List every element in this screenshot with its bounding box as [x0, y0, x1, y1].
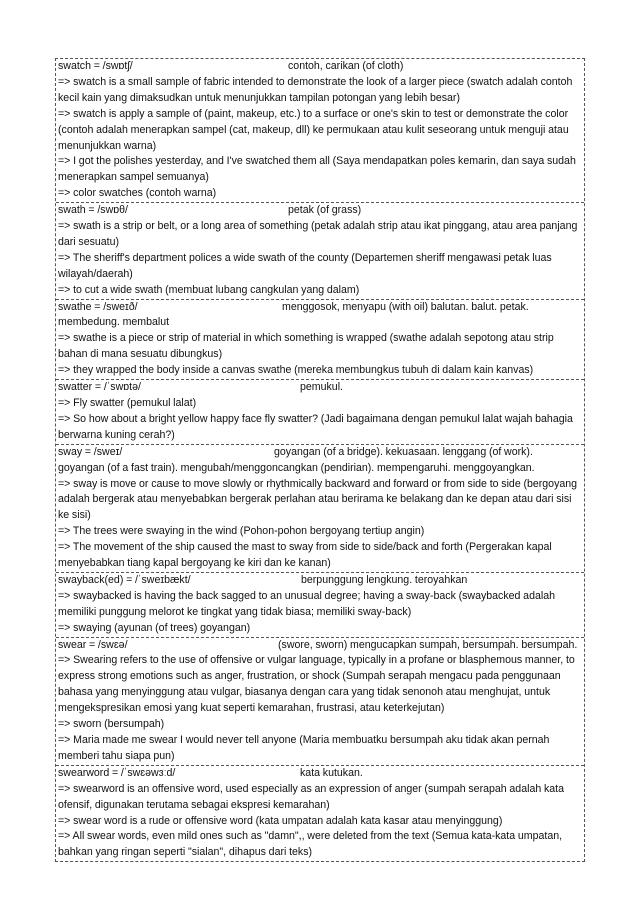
dictionary-entry [56, 300, 584, 381]
definition-line: => swathe is a piece or strip of material in which something is wrapped (swathe adalah sepotong atau strip bahan di mana sesuatu dibungkus) [58, 332, 554, 361]
entry-header [58, 300, 582, 332]
translation: goyangan (of a bridge). kekuasaan. lenggang (of work). goyangan (of a fast train). mengubah/menggoncangkan (pendirian). mempengaruhi. menggoyangkan. [58, 445, 535, 474]
entry-header [58, 766, 582, 782]
example-line: => sworn (bersumpah) [58, 718, 165, 731]
translation: kata kutukan. [300, 766, 363, 779]
example-line: => color swatches (contoh warna) [58, 187, 217, 200]
headword: swayback(ed) = /ˈsweɪbækt/ [58, 573, 191, 586]
headword: swatch = /swɒtʃ/ [58, 60, 133, 72]
translation: petak (of grass) [288, 204, 362, 217]
headword: swearword = /ˈswɛəwɜːd/ [58, 766, 176, 779]
example-line: => I got the polishes yesterday, and I've swatched them all (Saya mendapatkan poles kemarin, dan saya sudah menerapkan sampel semuanya) [58, 155, 576, 184]
entry-header [58, 638, 582, 654]
dictionary-entry [56, 766, 584, 861]
entry-header [58, 573, 582, 589]
entry-header [58, 203, 582, 219]
dictionary-entry [56, 59, 584, 203]
dictionary-entry [56, 380, 584, 445]
dictionary-table [55, 58, 585, 862]
entry-header [58, 59, 582, 75]
definition-line: => swaybacked is having the back sagged to an unusual degree; having a sway-back (swaybacked adalah memiliki punggung melorot ke tingkat yang tidak biasa; memiliki sway-back) [58, 589, 555, 618]
dictionary-entry [56, 203, 584, 299]
example-line: => So how about a bright yellow happy face fly swatter? (Jadi bagaimana dengan pemukul lalat wajah bahagia berwarna kuning cerah?) [58, 412, 573, 441]
entry-header [58, 445, 582, 477]
headword: swatter = /ˈswɒtə/ [58, 381, 141, 394]
example-line: => The trees were swaying in the wind (Pohon-pohon bergoyang tertiup angin) [58, 525, 425, 538]
example-line: => The sheriff's department polices a wide swath of the county (Departemen sheriff mengawasi petak luas wilayah/daerah) [58, 251, 552, 280]
example-line: => Maria made me swear I would never tell anyone (Maria membuatku bersumpah aku tidak akan pernah memberi tahu siapa pun) [58, 734, 550, 762]
example-line: => All swear words, even mild ones such as "damn",, were deleted from the text (Semua kata-kata umpatan, bahkan yang ringan seperti "sialan", dihapus dari teks) [58, 830, 563, 859]
definition-line: => swatch is apply a sample of (paint, makeup, etc.) to a surface or one's skin to test or demonstrate the color (contoh adalah menerapkan sampel (cat, makeup, dll) ke permukaan atau kulit seseorang untuk menguji atau menunjukkan warna) [58, 107, 569, 152]
example-line: => The movement of the ship caused the mast to sway from side to side/back and forth (Pergerakan kapal menyebabkan tiang kapal bergoyang ke kiri dan ke kanan) [58, 541, 552, 570]
example-line: => swear word is a rude or offensive word (kata umpatan adalah kata kasar atau menyinggung) [58, 814, 503, 827]
entry-header [58, 380, 582, 396]
example-line: => Fly swatter (pemukul lalat) [58, 396, 197, 409]
headword: swath = /swɒθ/ [58, 204, 128, 217]
dictionary-entry [56, 573, 584, 638]
dictionary-entry [56, 445, 584, 573]
definition-line: => Swearing refers to the use of offensive or vulgar language, typically in a profane or blasphemous manner, to express strong emotions such as anger, frustration, or shock (Sumpah serapah mengacu pada penggunaan bahasa yang menyinggung atau vulgar, biasanya dengan cara yang tidak senonoh atau menghujat, untuk mengekspresikan emosi yang kuat seperti kemarahan, frustrasi, atau keterkejutan) [58, 654, 575, 715]
translation: contoh, carikan (of cloth) [288, 60, 404, 72]
example-line: => swaying (ayunan (of trees) goyangan) [58, 621, 251, 634]
translation: menggosok, menyapu (with oil) balutan. balut. petak. membedung. membalut [58, 300, 529, 329]
translation: (swore, sworn) mengucapkan sumpah, bersumpah. bersumpah. [278, 638, 578, 651]
dictionary-entry [56, 638, 584, 766]
translation: berpunggung lengkung. teroyahkan [301, 573, 468, 586]
headword: swear = /swɛə/ [58, 638, 128, 651]
definition-line: => swath is a strip or belt, or a long area of something (petak adalah strip atau ikat pinggang, atau area panjang dari sesuatu) [58, 220, 578, 248]
headword: sway = /sweɪ/ [58, 445, 123, 458]
translation: pemukul. [300, 381, 343, 394]
example-line: => to cut a wide swath (membuat lubang cangkulan yang dalam) [58, 283, 360, 296]
definition-line: => sway is move or cause to move slowly or rhythmically backward and forward or from side to side (bergoyang adalah bergerak atau menyebabkan bergerak perlahan atau berirama ke belakang dan ke depan atau dari sisi ke sisi) [58, 477, 578, 522]
headword: swathe = /sweɪð/ [58, 300, 138, 313]
definition-line: => swearword is an offensive word, used especially as an expression of anger (sumpah serapah adalah kata ofensif, digunakan terutama sebagai ekspresi kemarahan) [58, 782, 564, 811]
example-line: => they wrapped the body inside a canvas swathe (mereka membungkus tubuh di dalam kain kanvas) [58, 364, 534, 377]
definition-line: => swatch is a small sample of fabric intended to demonstrate the look of a larger piece (swatch adalah contoh kecil kain yang dimaksudkan untuk menunjukkan tampilan potongan yang lebih besar) [58, 75, 573, 104]
